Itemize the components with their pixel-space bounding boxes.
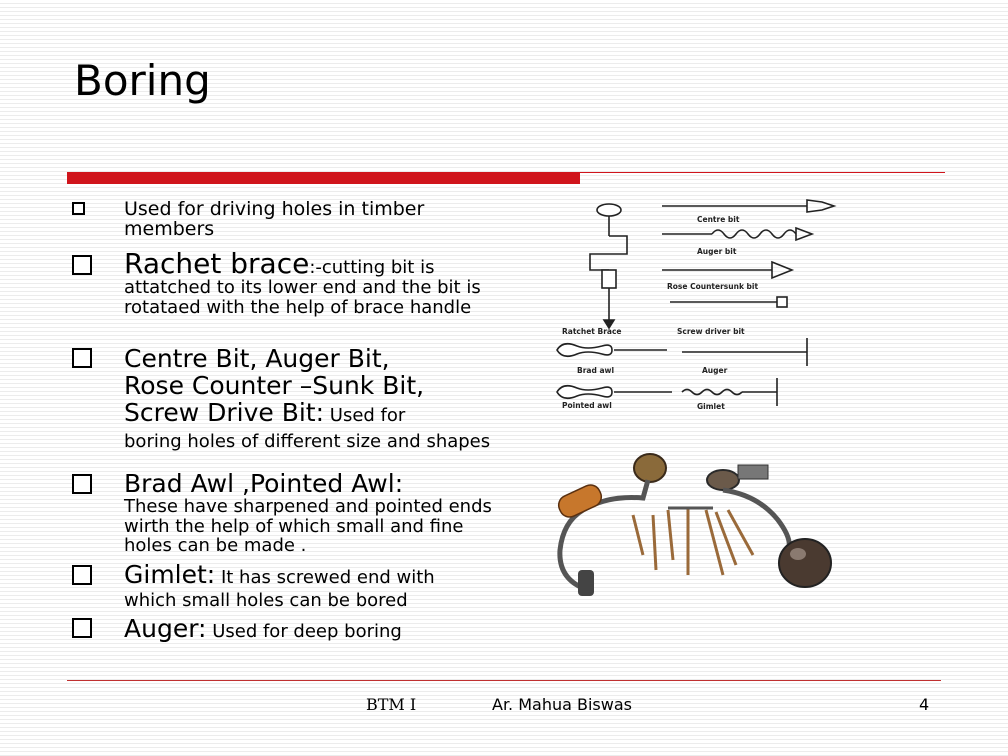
ratchet-brace-drawing — [590, 204, 627, 328]
bullet-marker — [72, 565, 92, 585]
slide-title: Boring — [74, 56, 211, 105]
centre-bit-drawing — [662, 200, 834, 212]
boring-tools-diagram — [552, 192, 842, 417]
bullet-heading: Gimlet: — [124, 560, 216, 589]
label-rose-countersunk: Rose Countersunk bit — [667, 282, 759, 291]
bullet-body: is attatched to its lower end and the bit is rotataed with the help of brace handle — [124, 257, 481, 318]
label-rachet-brace: Ratchet Brace — [562, 327, 622, 336]
bullet-heading: Brad Awl ,Pointed Awl: — [124, 469, 404, 498]
bullet-heading-suffix: Used for deep boring — [206, 621, 402, 642]
bullet-heading: Auger: — [124, 614, 207, 643]
brad-awl-drawing — [557, 344, 667, 357]
bullet-marker — [72, 618, 92, 638]
bullet-heading: Rachet brace — [124, 247, 310, 280]
bullet-body: Used for driving holes in timber members — [124, 198, 425, 240]
footer-author: Ar. Mahua Biswas — [492, 695, 632, 714]
bullet-body: These have sharpened and pointed ends wirth the help of which small and fine holes can be made . — [124, 496, 492, 556]
bullet-text-driving-holes — [124, 199, 494, 239]
auger-bit-drawing — [662, 228, 812, 240]
bullet-text-auger — [124, 615, 524, 645]
bullet-body: which small holes can be bored — [124, 590, 408, 611]
footer-divider — [67, 680, 941, 681]
brace-and-bits-photo — [548, 450, 840, 605]
left-brace-illustration — [555, 454, 666, 596]
label-centre-bit: Centre bit — [697, 215, 740, 224]
bullet-heading-line: Centre Bit, Auger Bit, — [124, 344, 390, 373]
bullet-heading-line: Screw Drive Bit: — [124, 398, 325, 427]
bullet-marker — [72, 348, 92, 368]
screw-driver-bit-drawing — [670, 297, 787, 307]
rose-countersunk-drawing — [662, 262, 792, 278]
bullet-text-awl — [124, 470, 494, 556]
bullet-marker — [72, 202, 85, 215]
pointed-awl-drawing — [557, 386, 672, 399]
title-underline-bar — [67, 172, 580, 184]
title-underline-line — [580, 172, 945, 173]
bullet-heading-suffix: It has screwed end with — [215, 567, 435, 588]
right-brace-illustration — [707, 465, 831, 587]
bullet-text-rachet-brace — [124, 247, 494, 318]
bullet-marker — [72, 255, 92, 275]
bullet-marker — [72, 474, 92, 494]
bullet-text-gimlet — [124, 561, 504, 611]
auger-drawing — [682, 338, 807, 366]
label-brad-awl: Brad awl — [577, 366, 615, 375]
page-number: 4 — [919, 695, 930, 714]
bits-illustration — [633, 508, 753, 575]
label-screw-driver-bit: Screw driver bit — [677, 327, 745, 336]
bullet-heading-suffix: :-cutting bit — [309, 257, 415, 278]
label-auger: Auger — [702, 366, 728, 375]
bullet-heading-suffix: Used for — [324, 405, 406, 426]
bullet-body: boring holes of different size and shapes — [124, 431, 491, 452]
label-auger-bit: Auger bit — [697, 247, 737, 256]
bullet-text-bits — [124, 345, 494, 452]
bullet-heading-line: Rose Counter –Sunk Bit, — [124, 371, 425, 400]
label-gimlet: Gimlet — [697, 402, 725, 411]
label-pointed-awl: Pointed awl — [562, 401, 612, 410]
footer-course: BTM I — [366, 695, 417, 714]
